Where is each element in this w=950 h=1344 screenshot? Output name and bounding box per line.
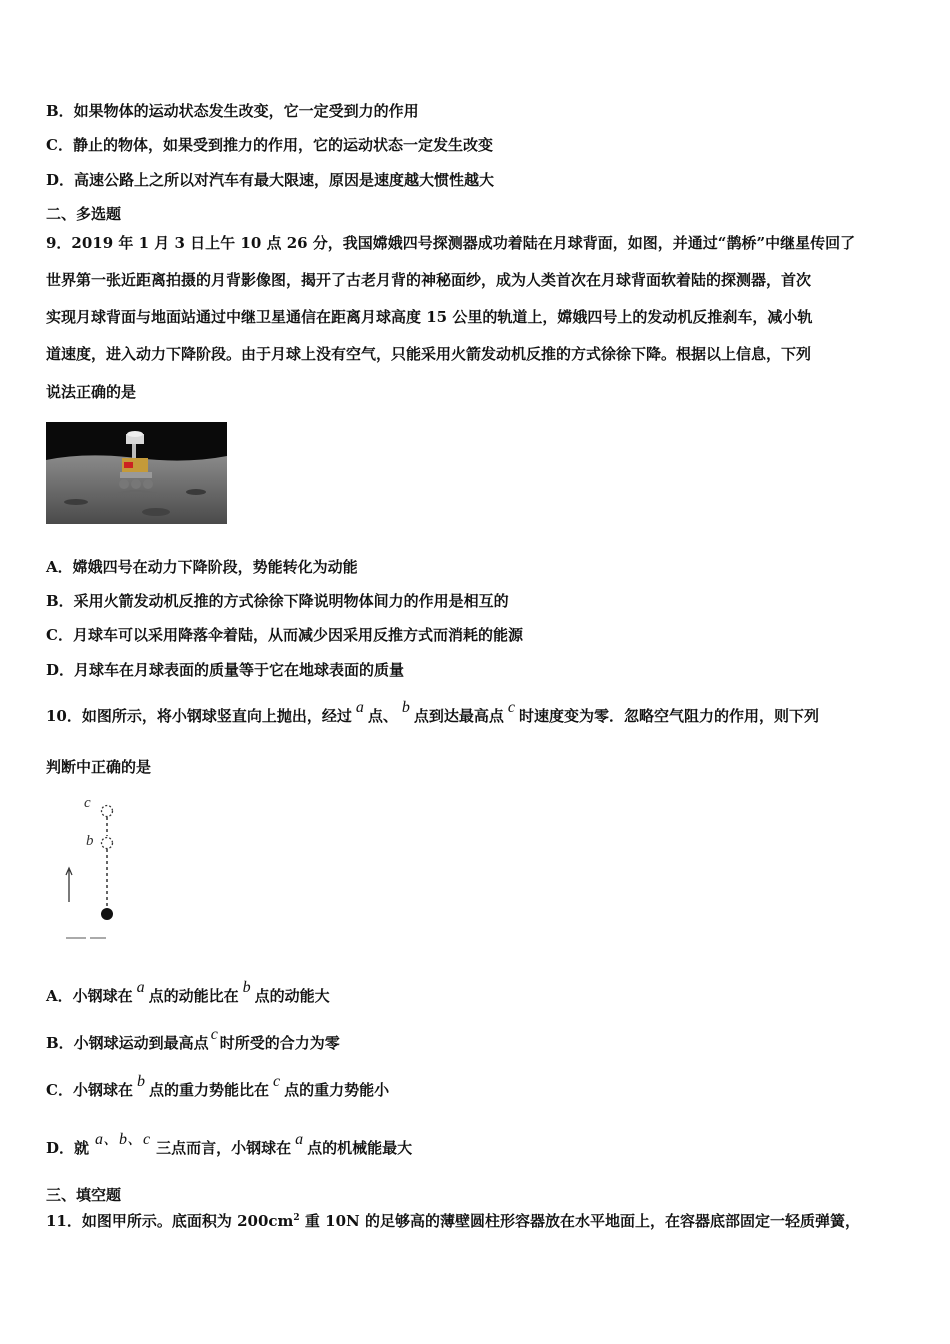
var-b: b: [136, 1073, 145, 1090]
q11-stem-line-1: [46, 1211, 860, 1234]
q9-stem-line-1: 9．2019 年 1 月 3 日上午 10 点 26 分，我国嫦娥四号探测器成功着陆在月球背面，如图，并通过“鹊桥”中继星传回了: [46, 234, 856, 252]
q10-option-c-part: 点的重力势能比在: [148, 1081, 269, 1099]
var-a: a: [136, 979, 145, 996]
q9-stem-line-2: 世界第一张近距离拍摄的月背影像图，揭开了古老月背的神秘面纱，成为人类首次在月球背面软着陆的探测器，首次: [46, 271, 812, 289]
q8-option-d: D．高速公路上之所以对汽车有最大限速，原因是速度越大惯性越大: [46, 171, 495, 189]
ball-position-b: [102, 838, 113, 849]
q10-option-a-part: A．小钢球在: [46, 987, 133, 1005]
superscript-2: 2: [293, 1213, 300, 1223]
q10-option-d-part: 点的机械能最大: [307, 1139, 413, 1157]
q10-option-c: [46, 1073, 390, 1101]
section-heading-multi-choice: 二、多选题: [46, 205, 122, 223]
lunar-rover-photo: [46, 422, 227, 524]
fig-label-b: b: [86, 833, 94, 849]
q10-stem-part: 10．如图所示，将小钢球竖直向上抛出，经过: [46, 707, 352, 725]
q10-option-a: [46, 979, 330, 1007]
q10-stem-line-1: [46, 699, 820, 727]
var-c: c: [507, 699, 516, 716]
q10-option-c-part: C．小钢球在: [46, 1081, 133, 1099]
ball-position-a: [101, 908, 113, 920]
fig-label-c: c: [84, 795, 91, 811]
var-a: a: [295, 1131, 304, 1148]
q10-stem-part: 点到达最高点: [413, 707, 504, 725]
q9-stem-line-4: 道速度，进入动力下降阶段。由于月球上没有空气，只能采用火箭发动机反推的方式徐徐下降。根据以上信息，下列: [46, 345, 812, 363]
var-b: b: [242, 979, 251, 996]
q10-option-a-part: 点的动能大: [254, 987, 330, 1005]
ball-position-c: [102, 806, 113, 817]
q9-option-d: D．月球车在月球表面的质量等于它在地球表面的质量: [46, 661, 405, 679]
q9-stem-line-5: 说法正确的是: [46, 383, 137, 401]
q10-option-d-part: D．就: [46, 1139, 90, 1157]
q8-option-b: B．如果物体的运动状态发生改变，它一定受到力的作用: [46, 102, 419, 120]
q10-option-a-part: 点的动能比在: [148, 987, 239, 1005]
q8-option-c: C．静止的物体，如果受到推力的作用，它的运动状态一定发生改变: [46, 136, 493, 154]
q11-stem-part: 11．如图甲所示。底面积为 200cm: [46, 1212, 294, 1230]
q10-stem-part: 时速度变为零．忽略空气阻力的作用，则下列: [519, 707, 820, 725]
var-c: c: [272, 1073, 281, 1090]
q9-option-a: A．嫦娥四号在动力下降阶段，势能转化为动能: [46, 558, 358, 576]
var-abc: a、b、c: [95, 1131, 151, 1148]
var-c: c: [210, 1026, 218, 1043]
q10-option-b-part: 时所受的合力为零: [219, 1034, 340, 1052]
ball-trajectory-diagram: [46, 792, 156, 940]
section-heading-fill-in: 三、填空题: [46, 1186, 122, 1204]
var-a: a: [355, 699, 364, 716]
q10-option-b: [46, 1026, 340, 1054]
q10-option-d: [46, 1131, 413, 1159]
q9-option-c: C．月球车可以采用降落伞着陆，从而减少因采用反推方式而消耗的能源: [46, 626, 523, 644]
q10-stem-part: 点、: [367, 707, 398, 725]
q11-stem-part: 重 10N 的足够高的薄壁圆柱形容器放在水平地面上，在容器底部固定一轻质弹簧，: [299, 1212, 860, 1230]
q9-option-b: B．采用火箭发动机反推的方式徐徐下降说明物体间力的作用是相互的: [46, 592, 509, 610]
var-b: b: [401, 699, 410, 716]
q10-option-c-part: 点的重力势能小: [284, 1081, 390, 1099]
q9-stem-line-3: 实现月球背面与地面站通过中继卫星通信在距离月球高度 15 公里的轨道上，嫦娥四号上的发动机反推刹车，减小轨: [46, 308, 813, 326]
q10-option-d-part: 三点而言，小钢球在: [156, 1139, 292, 1157]
q10-option-b-part: B．小钢球运动到最高点: [46, 1034, 209, 1052]
q10-stem-line-2: 判断中正确的是: [46, 758, 152, 776]
